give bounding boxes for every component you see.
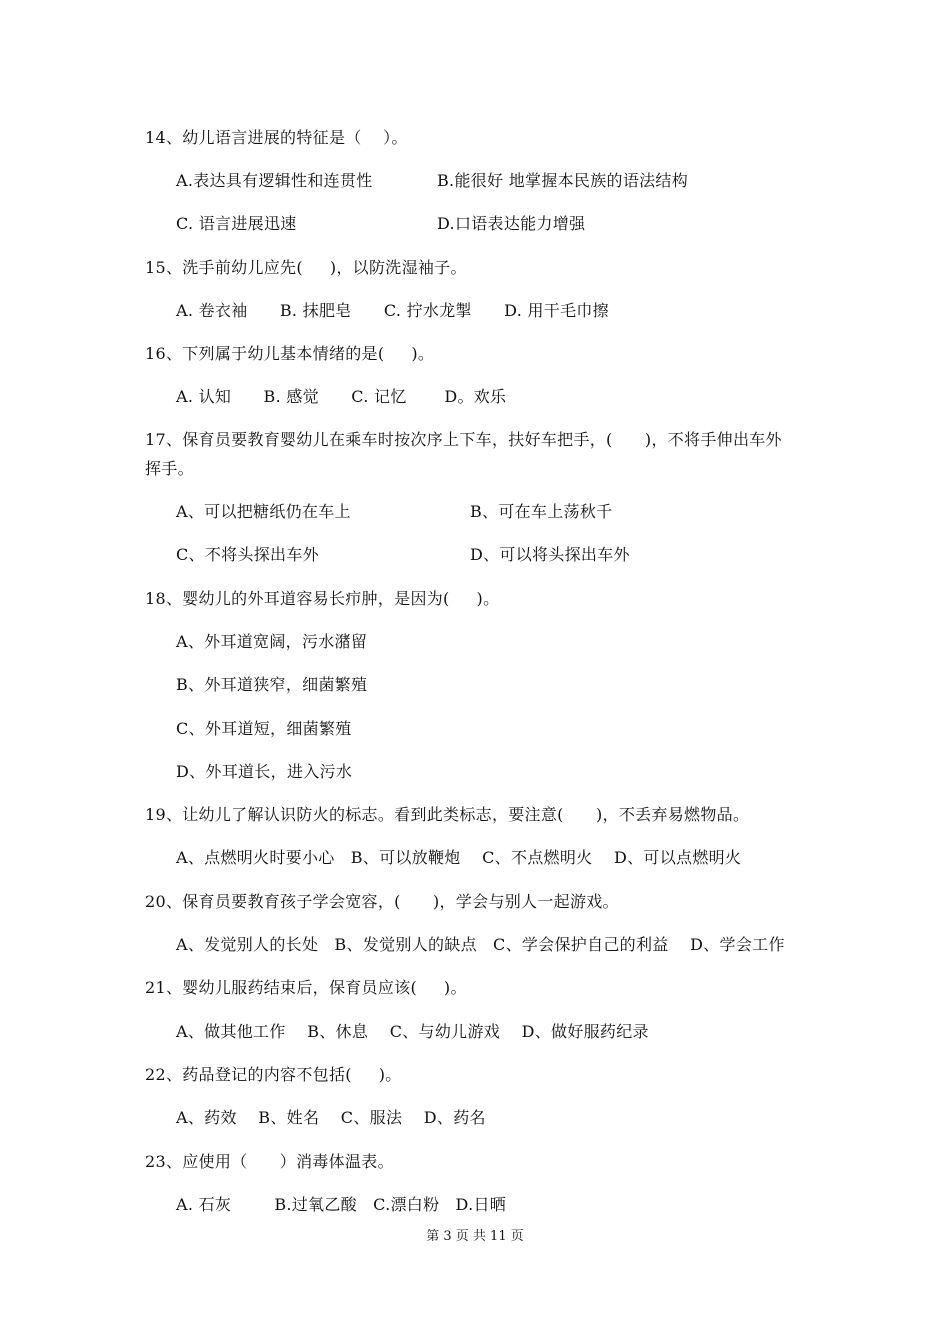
question-18-stem: 18、婴幼儿的外耳道容易长疖肿，是因为( )。 (145, 589, 500, 608)
page-number-footer: 第 3 页 共 11 页 (426, 1229, 524, 1244)
question-14-option-d: D.口语表达能力增强 (437, 214, 586, 233)
question-17-option-c: C、不将头探出车外 (176, 545, 319, 564)
question-17-stem-line-2: 挥手。 (145, 459, 194, 478)
question-22-stem: 22、药品登记的内容不包括( )。 (145, 1065, 402, 1084)
question-19-options: A、点燃明火时要小心 B、可以放鞭炮 C、不点燃明火 D、可以点燃明火 (176, 848, 742, 867)
question-20-options: A、发觉别人的长处 B、发觉别人的缺点 C、学会保护自己的利益 D、学会工作 (176, 935, 785, 954)
question-17-option-d: D、可以将头探出车外 (470, 545, 630, 564)
question-14-stem: 14、幼儿语言进展的特征是（ ）。 (145, 128, 408, 147)
question-17-stem-line-1: 17、保育员要教育婴幼儿在乘车时按次序上下车，扶好车把手，( )，不将手伸出车外 (145, 430, 782, 449)
question-14-option-b: B.能很好 地掌握本民族的语法结构 (437, 171, 689, 190)
question-15-options: A. 卷衣袖 B. 抹肥皂 C. 拧水龙掣 D. 用干毛巾擦 (176, 301, 609, 320)
question-16-stem: 16、下列属于幼儿基本情绪的是( )。 (145, 344, 435, 363)
question-19-stem: 19、让幼儿了解认识防火的标志。看到此类标志，要注意( )，不丢弃易燃物品。 (145, 805, 750, 824)
question-21-stem: 21、婴幼儿服药结束后，保育员应该( )。 (145, 978, 467, 997)
question-17-option-a: A、可以把糖纸仍在车上 (176, 502, 351, 521)
question-17-option-b: B、可在车上荡秋千 (470, 502, 613, 521)
question-18-option-d: D、外耳道长，进入污水 (176, 762, 353, 781)
question-18-option-b: B、外耳道狭窄，细菌繁殖 (176, 675, 368, 694)
question-23-options: A. 石灰 B.过氧乙酸 C.漂白粉 D.日晒 (176, 1195, 507, 1214)
question-23-stem: 23、应使用（ ）消毒体温表。 (145, 1152, 394, 1171)
question-18-option-c: C、外耳道短，细菌繁殖 (176, 719, 352, 738)
question-20-stem: 20、保育员要教育孩子学会宽容，( )，学会与别人一起游戏。 (145, 892, 619, 911)
question-14-option-a: A.表达具有逻辑性和连贯性 (176, 171, 373, 190)
question-18-option-a: A、外耳道宽阔，污水潴留 (176, 632, 368, 651)
question-21-options: A、做其他工作 B、休息 C、与幼儿游戏 D、做好服药纪录 (176, 1022, 649, 1041)
question-22-options: A、药效 B、姓名 C、服法 D、药名 (176, 1108, 486, 1127)
question-14-option-c: C. 语言进展迅速 (176, 214, 297, 233)
question-15-stem: 15、洗手前幼儿应先( )，以防洗湿袖子。 (145, 258, 467, 277)
question-16-options: A. 认知 B. 感觉 C. 记忆 D。欢乐 (176, 387, 507, 406)
